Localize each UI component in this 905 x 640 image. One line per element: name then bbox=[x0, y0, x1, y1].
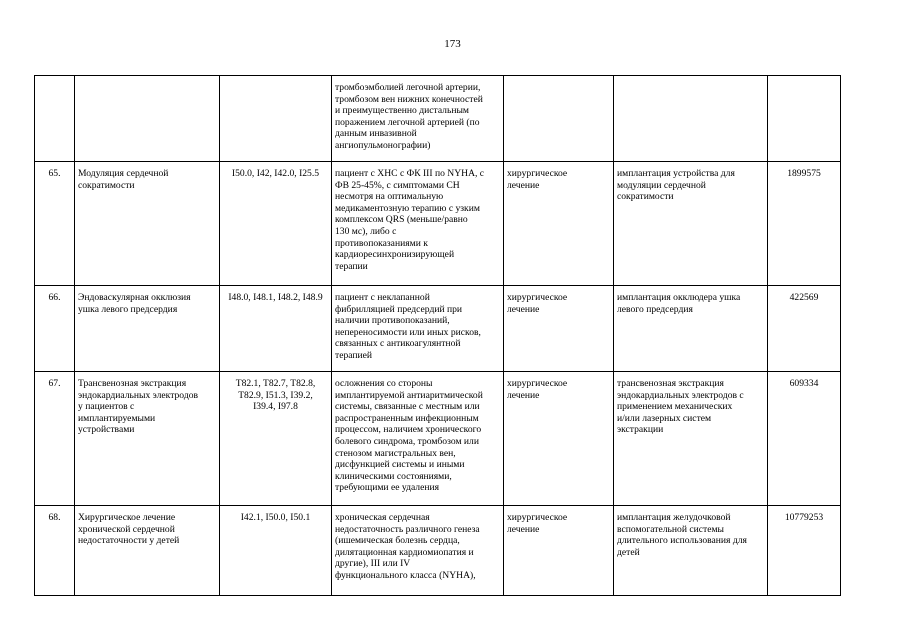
treatment-method: имплантация желудочковой вспомогательной системы длительного использования для детей bbox=[614, 506, 768, 596]
procedure-name bbox=[75, 76, 220, 162]
price: 422569 bbox=[768, 286, 841, 372]
patient-model: хроническая сердечная недостаточность различного генеза (ишемическая болезнь сердца, дилятационная кардиомиопатия и другие), III или IV функционального класса (NYHA), bbox=[332, 506, 504, 596]
treatment-method: трансвенозная экстракция эндокардиальных электродов с применением механических и/или лазерных систем экстракции bbox=[614, 372, 768, 506]
icd-codes: I50.0, I42, I42.0, I25.5 bbox=[220, 162, 332, 286]
treatment-type: хирургическое лечение bbox=[504, 286, 614, 372]
treatment-method bbox=[614, 76, 768, 162]
treatment-method: имплантация устройства для модуляции сердечной сократимости bbox=[614, 162, 768, 286]
price: 609334 bbox=[768, 372, 841, 506]
procedure-name: Модуляция сердечной сократимости bbox=[75, 162, 220, 286]
table-row bbox=[35, 506, 841, 596]
patient-model: пациент с неклапанной фибрилляцией предсердий при наличии противопоказаний, непереносимости или иных рисков, связанных с антикоагулянтной терапией bbox=[332, 286, 504, 372]
icd-codes: I42.1, I50.0, I50.1 bbox=[220, 506, 332, 596]
price: 1899575 bbox=[768, 162, 841, 286]
price: 10779253 bbox=[768, 506, 841, 596]
icd-codes bbox=[220, 76, 332, 162]
treatment-method: имплантация окклюдера ушка левого предсердия bbox=[614, 286, 768, 372]
treatment-type bbox=[504, 76, 614, 162]
price bbox=[768, 76, 841, 162]
table-row bbox=[35, 162, 841, 286]
icd-codes: I48.0, I48.1, I48.2, I48.9 bbox=[220, 286, 332, 372]
procedure-name: Трансвенозная экстракция эндокардиальных электродов у пациентов с имплантируемыми устройствами bbox=[75, 372, 220, 506]
table-row bbox=[35, 76, 841, 162]
row-number bbox=[35, 76, 75, 162]
procedure-name: Эндоваскулярная окклюзия ушка левого предсердия bbox=[75, 286, 220, 372]
row-number: 66. bbox=[35, 286, 75, 372]
row-number: 67. bbox=[35, 372, 75, 506]
treatment-type: хирургическое лечение bbox=[504, 372, 614, 506]
table-row bbox=[35, 286, 841, 372]
treatment-type: хирургическое лечение bbox=[504, 162, 614, 286]
treatment-type: хирургическое лечение bbox=[504, 506, 614, 596]
icd-codes: T82.1, T82.7, T82.8, T82.9, I51.3, I39.2, I39.4, I97.8 bbox=[220, 372, 332, 506]
procedure-name: Хирургическое лечение хронической сердечной недостаточности у детей bbox=[75, 506, 220, 596]
row-number: 68. bbox=[35, 506, 75, 596]
patient-model: тромбоэмболией легочной артерии, тромбозом вен нижних конечностей и преимущественно дистальным поражением легочной артерией (по данным инвазивной ангиопульмонографии) bbox=[332, 76, 504, 162]
page-number: 173 bbox=[444, 38, 461, 50]
patient-model: осложнения со стороны имплантируемой антиаритмической системы, связанные с местным или распространенным инфекционным процессом, наличием хронического болевого синдрома, тромбозом или стенозом магистральных вен, дисфункцией системы и иными клиническими состояниями, требующими ее удаления bbox=[332, 372, 504, 506]
procedures-table bbox=[34, 75, 841, 596]
patient-model: пациент с ХНС с ФК III по NYHA, с ФВ 25-45%, с симптомами СН несмотря на оптимальную медикаментозную терапию с узким комплексом QRS (меньше/равно 130 мс), либо с противопоказаниями к кардиоресинхронизирующей терапии bbox=[332, 162, 504, 286]
table-row bbox=[35, 372, 841, 506]
row-number: 65. bbox=[35, 162, 75, 286]
